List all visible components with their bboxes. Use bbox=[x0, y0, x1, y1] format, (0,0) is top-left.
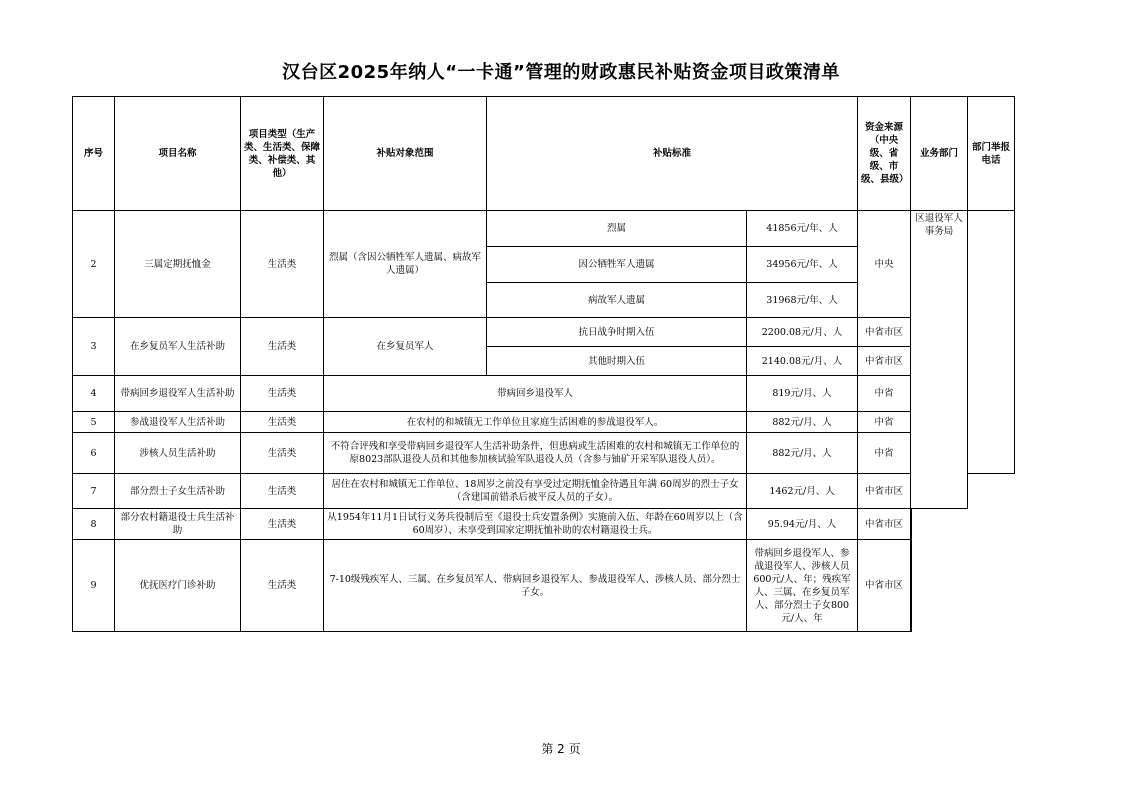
table-row bbox=[73, 318, 1015, 347]
row-fund: 中省市区 bbox=[858, 540, 911, 632]
row-fund: 中省市区 bbox=[858, 474, 911, 509]
header-fund: 资金来源（中央级、省级、市级、县级） bbox=[858, 97, 911, 211]
row-name: 在乡复员军人生活补助 bbox=[115, 318, 241, 376]
table-row bbox=[73, 474, 1015, 509]
row-name: 部分农村籍退役士兵生活补助 bbox=[115, 509, 241, 540]
table-row bbox=[73, 412, 1015, 433]
table-row bbox=[73, 509, 1015, 540]
row-seq: 9 bbox=[73, 540, 115, 632]
row-value: 2140.08元/月、人 bbox=[747, 347, 858, 376]
row-scope: 带病回乡退役军人 bbox=[324, 376, 747, 412]
row-sub-label: 其他时期入伍 bbox=[487, 347, 747, 376]
row-seq: 2 bbox=[73, 211, 115, 318]
row-fund: 中央 bbox=[858, 211, 911, 318]
row-fund: 中省市区 bbox=[858, 347, 911, 376]
row-scope: 烈属（含因公牺牲军人遗属、病故军人遗属） bbox=[324, 211, 487, 318]
row-name: 三属定期抚恤金 bbox=[115, 211, 241, 318]
row-value: 带病回乡退役军人、参战退役军人、涉核人员600元/人、年；残疾军人、三属、在乡复员军人、部分烈士子女800元/人、年 bbox=[747, 540, 858, 632]
row-type: 生活类 bbox=[241, 318, 324, 376]
page-number: 第 2 页 bbox=[541, 742, 581, 756]
row-seq: 5 bbox=[73, 412, 115, 433]
phone-cell-empty bbox=[911, 509, 912, 540]
row-value: 882元/月、人 bbox=[747, 412, 858, 433]
row-type: 生活类 bbox=[241, 474, 324, 509]
header-scope: 补贴对象范围 bbox=[324, 97, 487, 211]
table-row bbox=[73, 433, 1015, 474]
row-value: 1462元/月、人 bbox=[747, 474, 858, 509]
row-name: 参战退役军人生活补助 bbox=[115, 412, 241, 433]
row-sub-label: 因公牺牲军人遗属 bbox=[487, 247, 747, 283]
row-value: 34956元/年、人 bbox=[747, 247, 858, 283]
header-standard: 补贴标准 bbox=[487, 97, 858, 211]
row-fund: 中省市区 bbox=[858, 509, 911, 540]
row-type: 生活类 bbox=[241, 376, 324, 412]
row-value: 819元/月、人 bbox=[747, 376, 858, 412]
row-scope: 居住在农村和城镇无工作单位、18周岁之前没有享受过定期抚恤金待遇且年满 60周岁的烈士子女（含建国前错杀后被平反人员的子女）。 bbox=[324, 474, 747, 509]
header-name: 项目名称 bbox=[115, 97, 241, 211]
row-type: 生活类 bbox=[241, 540, 324, 632]
row-name: 涉核人员生活补助 bbox=[115, 433, 241, 474]
row-type: 生活类 bbox=[241, 412, 324, 433]
table-row bbox=[73, 211, 1015, 247]
header-phone: 部门举报电话 bbox=[968, 97, 1015, 211]
row-value: 95.94元/月、人 bbox=[747, 509, 858, 540]
row-type: 生活类 bbox=[241, 509, 324, 540]
row-fund: 中省 bbox=[858, 412, 911, 433]
header-dept: 业务部门 bbox=[911, 97, 968, 211]
policy-table bbox=[72, 96, 1015, 632]
phone-cell bbox=[911, 540, 912, 632]
row-seq: 3 bbox=[73, 318, 115, 376]
dept-cell: 区退役军人事务局 bbox=[911, 211, 968, 509]
row-fund: 中省市区 bbox=[858, 318, 911, 347]
row-value: 31968元/年、人 bbox=[747, 283, 858, 318]
row-name: 带病回乡退役军人生活补助 bbox=[115, 376, 241, 412]
row-sub-label: 烈属 bbox=[487, 211, 747, 247]
header-seq: 序号 bbox=[73, 97, 115, 211]
row-name: 优抚医疗门诊补助 bbox=[115, 540, 241, 632]
row-seq: 8 bbox=[73, 509, 115, 540]
row-scope: 从1954年11月1日试行义务兵役制后至《退役士兵安置条例》实施前入伍、年龄在60周岁以上（含60周岁）、未享受到国家定期抚恤补助的农村籍退役士兵。 bbox=[324, 509, 747, 540]
row-name: 部分烈士子女生活补助 bbox=[115, 474, 241, 509]
row-scope: 在乡复员军人 bbox=[324, 318, 487, 376]
table-row bbox=[73, 376, 1015, 412]
row-type: 生活类 bbox=[241, 211, 324, 318]
row-value: 2200.08元/月、人 bbox=[747, 318, 858, 347]
header-type: 项目类型（生产类、生活类、保障类、补偿类、其他） bbox=[241, 97, 324, 211]
row-type: 生活类 bbox=[241, 433, 324, 474]
row-fund: 中省 bbox=[858, 433, 911, 474]
row-scope: 在农村的和城镇无工作单位且家庭生活困难的参战退役军人。 bbox=[324, 412, 747, 433]
row-seq: 4 bbox=[73, 376, 115, 412]
row-seq: 6 bbox=[73, 433, 115, 474]
row-scope: 7-10级残疾军人、三属、在乡复员军人、带病回乡退役军人、参战退役军人、涉核人员、部分烈士子女。 bbox=[324, 540, 747, 632]
page-title: 汉台区2025年纳人“一卡通”管理的财政惠民补贴资金项目政策清单 bbox=[282, 62, 840, 83]
row-sub-label: 病故军人遗属 bbox=[487, 283, 747, 318]
header-row bbox=[73, 97, 1015, 211]
phone-cell-empty bbox=[968, 211, 1015, 474]
row-value: 882元/月、人 bbox=[747, 433, 858, 474]
row-value: 41856元/年、人 bbox=[747, 211, 858, 247]
row-sub-label: 抗日战争时期入伍 bbox=[487, 318, 747, 347]
row-scope: 不符合评残和享受带病回乡退役军人生活补助条件，但患病或生活困难的农村和城镇无工作单位的原8023部队退役人员和其他参加核试验军队退役人员（含参与铀矿开采军队退役人员）。 bbox=[324, 433, 747, 474]
table-row bbox=[73, 540, 1015, 632]
row-seq: 7 bbox=[73, 474, 115, 509]
row-fund: 中省 bbox=[858, 376, 911, 412]
